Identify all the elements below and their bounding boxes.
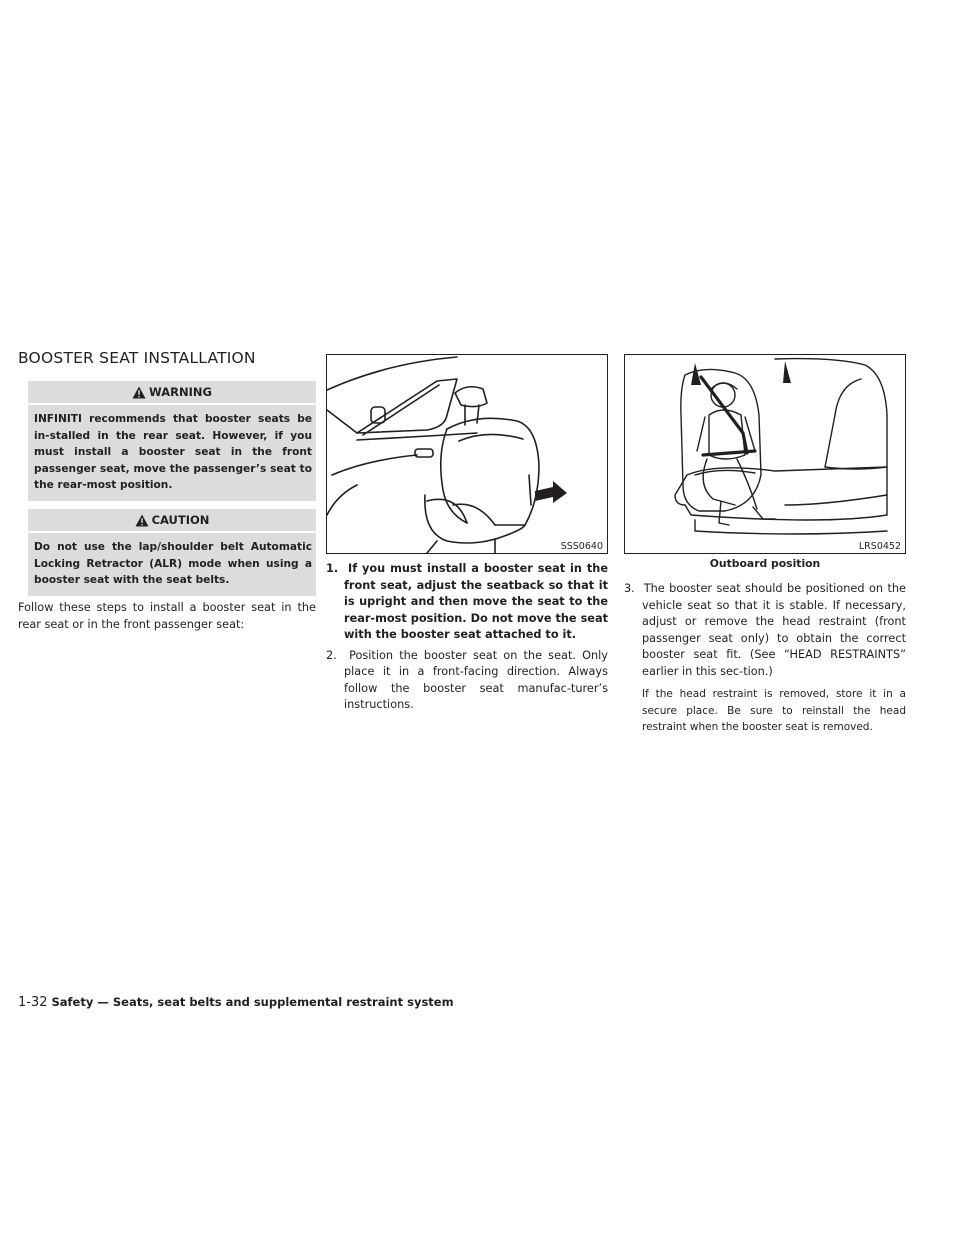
booster-seat-illustration bbox=[625, 355, 905, 553]
page-number: 1-32 bbox=[18, 995, 48, 1010]
caution-icon bbox=[135, 514, 149, 527]
warning-heading: WARNING bbox=[149, 385, 212, 399]
section-title: BOOSTER SEAT INSTALLATION bbox=[18, 349, 256, 367]
page-footer bbox=[18, 995, 454, 1010]
caution-text: Do not use the lap/shoulder belt Automatic Locking Retractor (ALR) mode when using a booster seat with the seat belts. bbox=[34, 541, 312, 586]
caution-heading: CAUTION bbox=[151, 513, 210, 527]
figure-caption: Outboard position bbox=[709, 557, 821, 570]
warning-header bbox=[28, 381, 316, 405]
warning-box bbox=[28, 381, 316, 501]
step-3 bbox=[624, 581, 906, 680]
step-3-text: The booster seat should be positioned on the vehicle seat so that it is stable. If necessary, adjust or remove the head restraint (front passenger seat only) to obtain the correct booster seat fit. (See “HEAD RESTRAINTS” earlier in this sec-tion.) bbox=[642, 582, 907, 678]
warning-icon bbox=[132, 386, 146, 399]
caution-box bbox=[28, 509, 316, 596]
figure-front-seat bbox=[326, 354, 608, 554]
step-1 bbox=[326, 561, 608, 644]
intro-paragraph: Follow these steps to install a booster seat in the rear seat or in the front passenger seat: bbox=[18, 601, 316, 631]
step-2-text: Position the booster seat on the seat. Only place it in a front-facing direction. Always follow the booster seat manufac-turer’s instructions. bbox=[344, 648, 608, 711]
figure-code: LRS0452 bbox=[858, 541, 901, 552]
step-2-number: 2. bbox=[326, 648, 337, 662]
figure-code: SSS0640 bbox=[560, 541, 603, 552]
figure-booster-seat bbox=[624, 354, 906, 554]
footer-title: Safety — Seats, seat belts and supplemental restraint system bbox=[51, 995, 454, 1009]
front-seat-illustration bbox=[327, 355, 607, 553]
step-3-note: If the head restraint is removed, store it in a secure place. Be sure to reinstall the head restraint when the booster seat is removed. bbox=[642, 688, 906, 733]
step-2 bbox=[326, 648, 608, 714]
steps-column-middle bbox=[326, 561, 608, 714]
caution-header bbox=[28, 509, 316, 533]
step-3-number: 3. bbox=[624, 582, 635, 595]
warning-text: INFINITI recommends that booster seats be in-stalled in the rear seat. However, if you must install a booster seat in the front passenger seat, move the passenger’s seat to the rear-most position. bbox=[34, 413, 312, 491]
step-1-number: 1. bbox=[326, 562, 339, 575]
step-1-text: If you must install a booster seat in the front seat, adjust the seatback so that it is upright and then move the seat to the rear-most position. Do not move the seat with the booster seat attached to it. bbox=[344, 562, 608, 641]
steps-column-right bbox=[624, 581, 906, 736]
